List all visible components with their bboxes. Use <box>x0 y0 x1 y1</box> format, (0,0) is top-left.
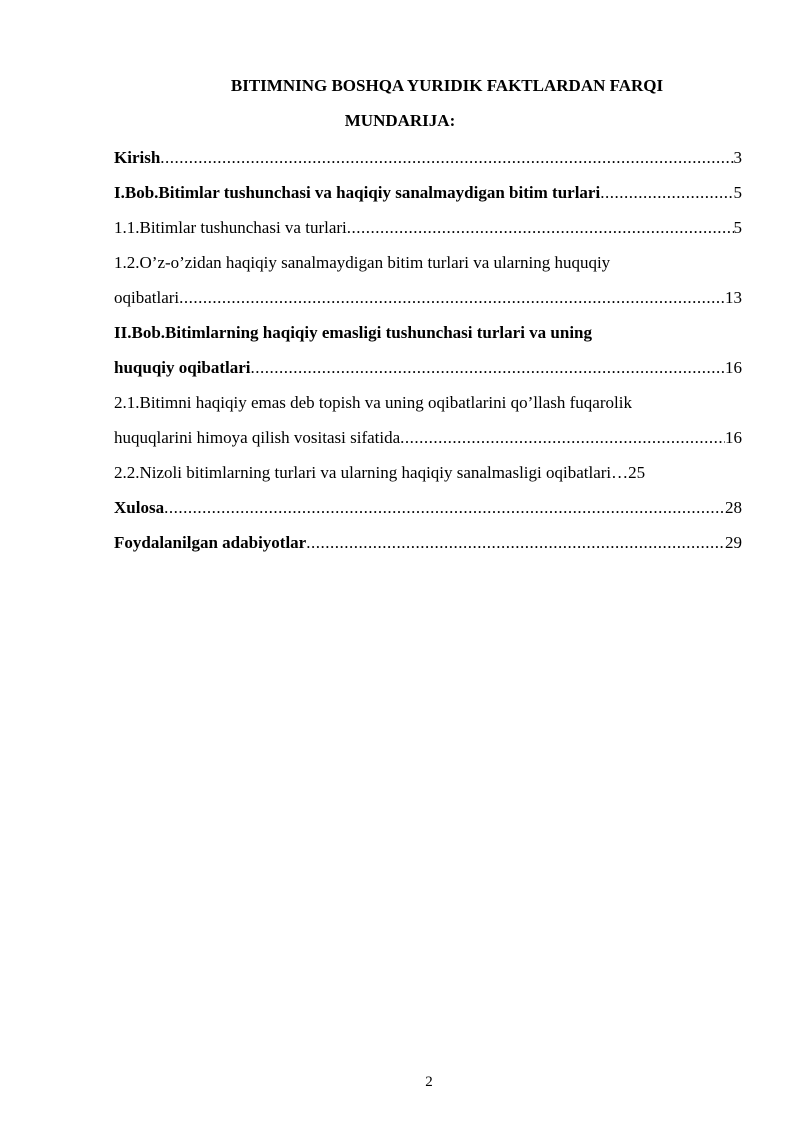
dot-leader <box>306 525 725 560</box>
toc-entry-title: 1.2.O’z-o’zidan haqiqiy sanalmaydigan bitim turlari va ularning huquqiy <box>114 253 611 272</box>
toc-entry-chapter-2[interactable] <box>114 315 742 385</box>
dot-leader <box>179 280 725 315</box>
toc-entry-title-continued: huquqlarini himoya qilish vositasi sifatida <box>114 428 401 447</box>
dot-leader <box>160 140 733 175</box>
toc-entry-title: 1.1.Bitimlar tushunchasi va turlari <box>114 218 347 237</box>
toc-entry-xulosa[interactable] <box>114 490 742 525</box>
toc-entry-page: 29 <box>725 533 742 552</box>
toc-entry-title-continued: oqibatlari <box>114 288 180 307</box>
toc-entry-chapter-1[interactable] <box>114 175 742 210</box>
toc-entry-1-1[interactable] <box>114 210 742 245</box>
toc-entry-page: 5 <box>733 183 742 202</box>
dot-leader <box>164 490 725 525</box>
document-title: BITIMNING BOSHQA YURIDIK FAKTLARDAN FARQI <box>230 76 664 95</box>
toc-entry-title: 2.2.Nizoli bitimlarning turlari va ularning haqiqiy sanalmasligi oqibatlari…25 <box>114 463 646 482</box>
toc-entry-1-2[interactable] <box>114 245 742 315</box>
toc-entry-2-2[interactable] <box>114 455 742 490</box>
toc-entry-title: II.Bob.Bitimlarning haqiqiy emasligi tushunchasi turlari va uning <box>114 323 593 342</box>
toc-entry-title: Xulosa <box>114 498 165 517</box>
toc-entry-title: Foydalanilgan adabiyotlar <box>114 533 307 552</box>
toc-entry-page: 5 <box>733 218 742 237</box>
toc-entry-title: Kirish <box>114 148 161 167</box>
dot-leader <box>600 175 733 210</box>
table-of-contents <box>114 140 742 560</box>
toc-entry-title: I.Bob.Bitimlar tushunchasi va haqiqiy sanalmaydigan bitim turlari <box>114 183 601 202</box>
toc-entry-kirish[interactable] <box>114 140 742 175</box>
toc-entry-page: 16 <box>725 428 742 447</box>
toc-entry-2-1[interactable] <box>114 385 742 455</box>
toc-entry-title-continued: huquqiy oqibatlari <box>114 358 251 377</box>
page-number: 2 <box>425 1074 433 1090</box>
toc-entry-title: 2.1.Bitimni haqiqiy emas deb topish va uning oqibatlarini qo’llash fuqarolik <box>114 393 632 412</box>
dot-leader <box>347 210 734 245</box>
toc-entry-adabiyotlar[interactable] <box>114 525 742 560</box>
toc-heading: MUNDARIJA: <box>344 111 456 130</box>
toc-entry-page: 3 <box>733 148 742 167</box>
toc-entry-page: 16 <box>725 358 742 377</box>
dot-leader <box>400 420 725 455</box>
dot-leader <box>251 350 725 385</box>
toc-entry-page: 13 <box>725 288 742 307</box>
toc-entry-page: 28 <box>725 498 742 517</box>
